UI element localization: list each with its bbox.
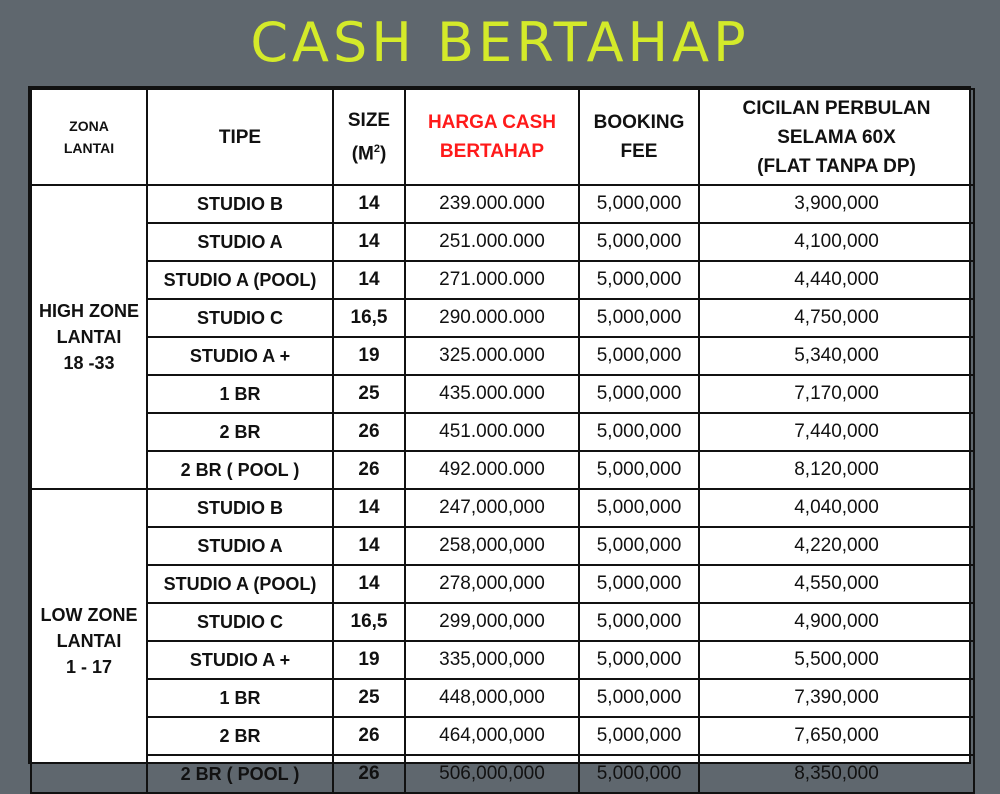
booking-fee-cell: 5,000,000 — [579, 413, 699, 451]
size-cell: 19 — [333, 337, 405, 375]
tipe-cell: 1 BR — [147, 375, 333, 413]
header-cicilan-line1: CICILAN PERBULAN — [742, 97, 931, 119]
header-size-unit: $(M^2)$ — [351, 142, 387, 165]
cicilan-cell: 3,900,000 — [699, 185, 974, 223]
cicilan-cell: 7,390,000 — [699, 679, 974, 717]
header-size-line1: SIZE — [347, 109, 391, 131]
size-cell: 14 — [333, 527, 405, 565]
harga-cell: 464,000,000 — [405, 717, 579, 755]
size-cell: 16,5 — [333, 299, 405, 337]
header-row — [31, 89, 974, 185]
size-cell: 26 — [333, 755, 405, 793]
booking-fee-cell: 5,000,000 — [579, 261, 699, 299]
tipe-cell: STUDIO A (POOL) — [147, 261, 333, 299]
size-cell: 14 — [333, 489, 405, 527]
harga-cell: 325.000.000 — [405, 337, 579, 375]
harga-cell: 247,000,000 — [405, 489, 579, 527]
size-cell: 16,5 — [333, 603, 405, 641]
booking-fee-cell: 5,000,000 — [579, 679, 699, 717]
harga-cell: 335,000,000 — [405, 641, 579, 679]
booking-fee-cell: 5,000,000 — [579, 451, 699, 489]
table-row — [31, 299, 974, 337]
booking-fee-cell: 5,000,000 — [579, 337, 699, 375]
harga-cell: 239.000.000 — [405, 185, 579, 223]
header-tipe: TIPE — [147, 89, 333, 185]
size-cell: 26 — [333, 717, 405, 755]
table-body — [31, 185, 974, 793]
table-row — [31, 223, 974, 261]
booking-fee-cell: 5,000,000 — [579, 527, 699, 565]
size-cell: 25 — [333, 679, 405, 717]
cicilan-cell: 5,340,000 — [699, 337, 974, 375]
cicilan-cell: 7,440,000 — [699, 413, 974, 451]
header-cicilan — [699, 89, 974, 185]
tipe-cell: STUDIO A — [147, 223, 333, 261]
cicilan-cell: 4,220,000 — [699, 527, 974, 565]
page-title: CASH BERTAHAP — [250, 11, 750, 74]
table-row — [31, 527, 974, 565]
tipe-cell: 2 BR ( POOL ) — [147, 755, 333, 793]
booking-fee-cell: 5,000,000 — [579, 641, 699, 679]
harga-cell: 492.000.000 — [405, 451, 579, 489]
zone-label-line2: LANTAI — [56, 631, 122, 651]
size-cell: 19 — [333, 641, 405, 679]
cicilan-cell: 8,120,000 — [699, 451, 974, 489]
cicilan-cell: 4,040,000 — [699, 489, 974, 527]
size-cell: 26 — [333, 451, 405, 489]
cicilan-cell: 8,350,000 — [699, 755, 974, 793]
header-zona-line2: LANTAI — [63, 140, 115, 156]
tipe-cell: 2 BR — [147, 717, 333, 755]
size-cell: 14 — [333, 223, 405, 261]
cicilan-cell: 4,100,000 — [699, 223, 974, 261]
harga-cell: 448,000,000 — [405, 679, 579, 717]
table-row — [31, 261, 974, 299]
header-size — [333, 89, 405, 185]
zone-label-line3: 1 - 17 — [65, 657, 113, 677]
tipe-cell: 2 BR ( POOL ) — [147, 451, 333, 489]
table-row — [31, 375, 974, 413]
tipe-cell: 2 BR — [147, 413, 333, 451]
booking-fee-cell: 5,000,000 — [579, 375, 699, 413]
harga-cell: 435.000.000 — [405, 375, 579, 413]
harga-cell: 258,000,000 — [405, 527, 579, 565]
header-cicilan-line3: (FLAT TANPA DP) — [757, 155, 916, 177]
harga-cell: 278,000,000 — [405, 565, 579, 603]
booking-fee-cell: 5,000,000 — [579, 717, 699, 755]
harga-cell: 451.000.000 — [405, 413, 579, 451]
header-booking-line1: BOOKING — [593, 112, 685, 133]
booking-fee-cell: 5,000,000 — [579, 185, 699, 223]
tipe-cell: STUDIO C — [147, 299, 333, 337]
zone-label-line1: HIGH ZONE — [38, 301, 139, 321]
header-booking-fee — [579, 89, 699, 185]
booking-fee-cell: 5,000,000 — [579, 299, 699, 337]
size-cell: 14 — [333, 185, 405, 223]
table-row — [31, 565, 974, 603]
size-cell: 26 — [333, 413, 405, 451]
size-cell: 14 — [333, 565, 405, 603]
harga-cell: 506,000,000 — [405, 755, 579, 793]
zone-label-cell — [31, 185, 147, 489]
zone-label-cell — [31, 489, 147, 793]
tipe-cell: STUDIO B — [147, 185, 333, 223]
header-cicilan-line2: SELAMA 60X — [777, 126, 896, 148]
header-harga-line2: BERTAHAP — [439, 141, 545, 162]
booking-fee-cell: 5,000,000 — [579, 489, 699, 527]
price-table — [30, 88, 975, 794]
harga-cell: 271.000.000 — [405, 261, 579, 299]
cicilan-cell: 5,500,000 — [699, 641, 974, 679]
table-row — [31, 413, 974, 451]
table-row — [31, 489, 974, 527]
table-row — [31, 451, 974, 489]
tipe-cell: STUDIO A + — [147, 641, 333, 679]
cicilan-cell: 4,440,000 — [699, 261, 974, 299]
harga-cell: 299,000,000 — [405, 603, 579, 641]
cicilan-cell: 4,750,000 — [699, 299, 974, 337]
tipe-cell: STUDIO A — [147, 527, 333, 565]
zone-label-line2: LANTAI — [56, 327, 122, 347]
size-cell: 25 — [333, 375, 405, 413]
price-table-container — [28, 86, 971, 784]
tipe-cell: STUDIO B — [147, 489, 333, 527]
tipe-cell: STUDIO A + — [147, 337, 333, 375]
booking-fee-cell: 5,000,000 — [579, 603, 699, 641]
zone-label-line3: 18 -33 — [63, 353, 115, 373]
header-harga-line1: HARGA CASH — [427, 112, 557, 133]
cicilan-cell: 4,900,000 — [699, 603, 974, 641]
header-zona-line1: ZONA — [69, 118, 109, 134]
cicilan-cell: 7,650,000 — [699, 717, 974, 755]
table-row — [31, 185, 974, 223]
header-zona-lantai — [31, 89, 147, 185]
harga-cell: 251.000.000 — [405, 223, 579, 261]
header-booking-line2: FEE — [620, 141, 658, 162]
zone-label-line1: LOW ZONE — [40, 605, 138, 625]
table-row — [31, 755, 974, 793]
booking-fee-cell: 5,000,000 — [579, 223, 699, 261]
size-cell: 14 — [333, 261, 405, 299]
tipe-cell: STUDIO A (POOL) — [147, 565, 333, 603]
table-row — [31, 337, 974, 375]
table-row — [31, 603, 974, 641]
tipe-cell: 1 BR — [147, 679, 333, 717]
booking-fee-cell: 5,000,000 — [579, 565, 699, 603]
tipe-cell: STUDIO C — [147, 603, 333, 641]
table-row — [31, 679, 974, 717]
header-harga-cash — [405, 89, 579, 185]
cicilan-cell: 7,170,000 — [699, 375, 974, 413]
cicilan-cell: 4,550,000 — [699, 565, 974, 603]
harga-cell: 290.000.000 — [405, 299, 579, 337]
table-row — [31, 641, 974, 679]
table-row — [31, 717, 974, 755]
booking-fee-cell: 5,000,000 — [579, 755, 699, 793]
